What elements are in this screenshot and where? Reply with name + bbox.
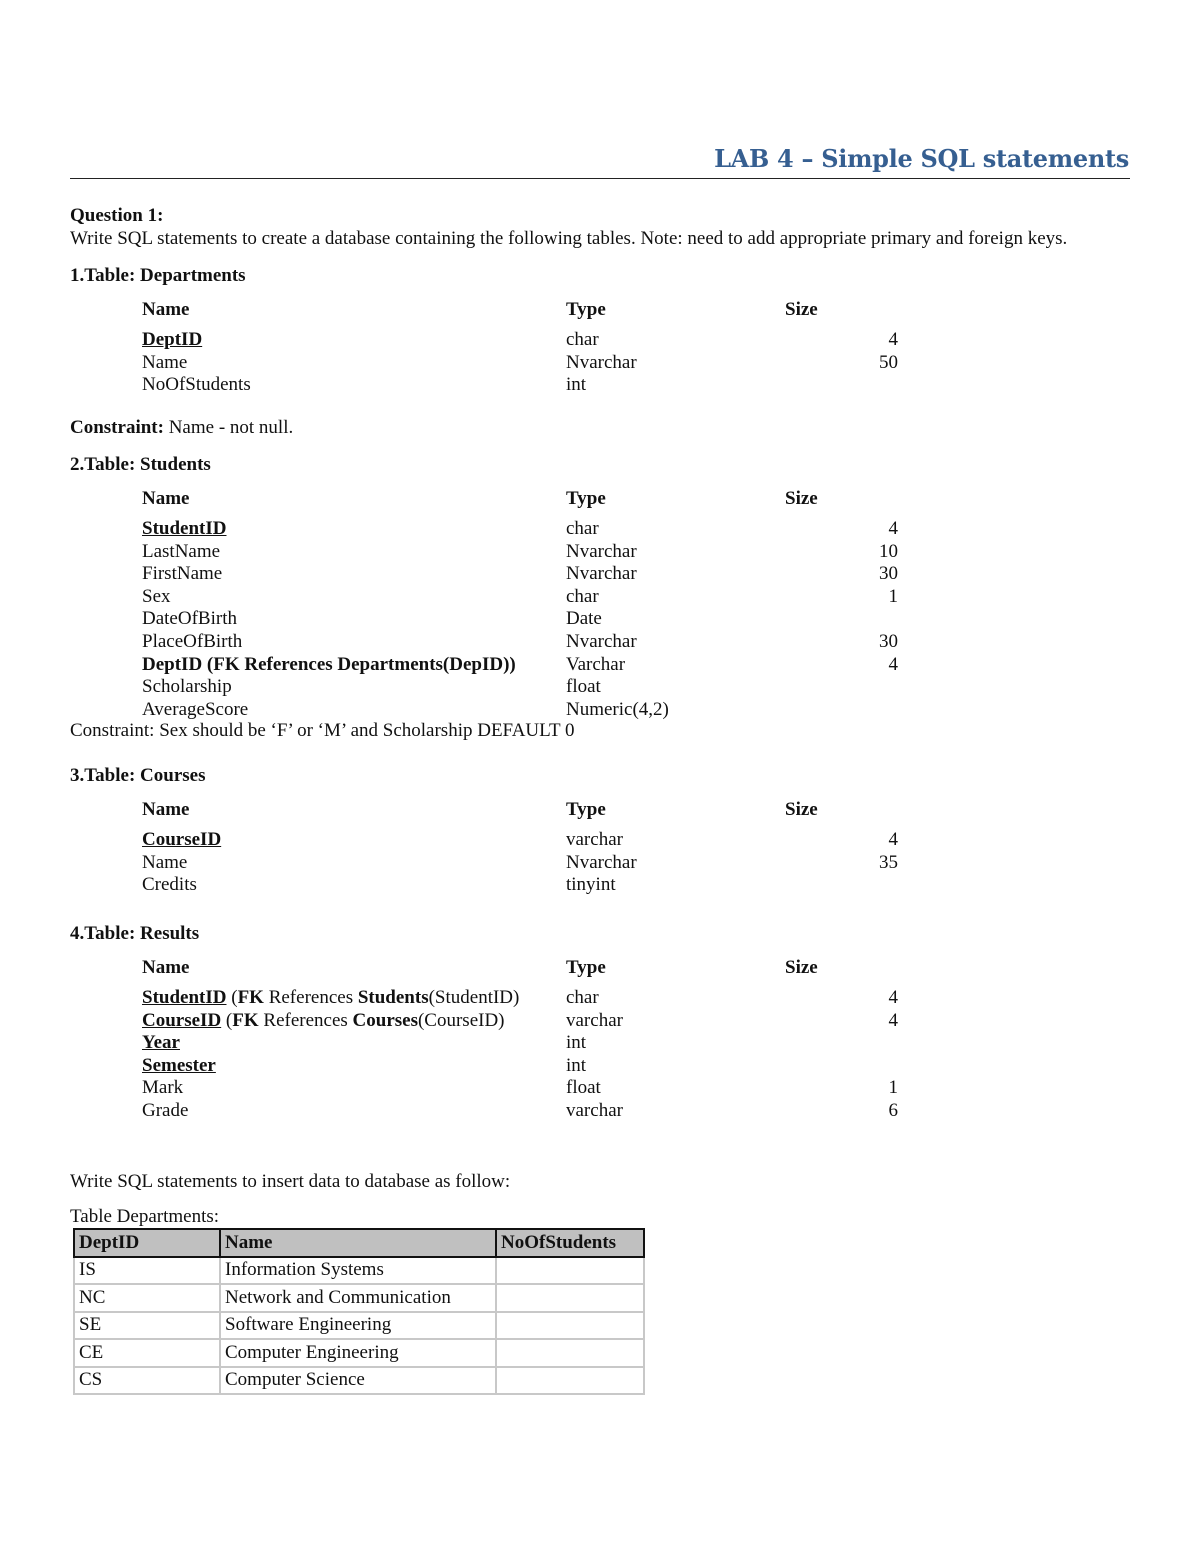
table-cell: SE bbox=[74, 1312, 220, 1340]
field-size: 4 bbox=[888, 829, 898, 850]
field-type: Date bbox=[566, 608, 602, 630]
field-size: 30 bbox=[879, 630, 898, 652]
field-name: Year bbox=[142, 1032, 180, 1054]
field-name: Grade bbox=[142, 1099, 189, 1121]
question-label: Question 1: bbox=[70, 205, 164, 226]
ref-column: (StudentID) bbox=[428, 987, 520, 1008]
field-type: Numeric(4,2) bbox=[566, 698, 669, 720]
page-title: LAB 4 – Simple SQL statements bbox=[714, 144, 1129, 173]
table-cell: NC bbox=[74, 1284, 220, 1312]
field-name bbox=[142, 1010, 505, 1033]
table-header-row bbox=[74, 1229, 644, 1257]
table-row bbox=[74, 1257, 644, 1285]
field-type: float bbox=[566, 676, 601, 698]
table-cell bbox=[496, 1339, 644, 1367]
field-type: int bbox=[566, 374, 587, 396]
field-name: Mark bbox=[142, 1077, 184, 1099]
constraint-label: Constraint: bbox=[70, 417, 164, 438]
table-cell bbox=[496, 1257, 644, 1285]
references-text: References bbox=[263, 987, 358, 1008]
field-size: 4 bbox=[888, 329, 898, 350]
pk-name: CourseID bbox=[142, 1009, 222, 1031]
field-type: Nvarchar bbox=[566, 851, 637, 873]
col-name-header: Name bbox=[142, 799, 190, 820]
title-rule bbox=[70, 178, 1130, 179]
column-header: NoOfStudents bbox=[496, 1229, 644, 1257]
col-type-header: Type bbox=[566, 488, 606, 509]
table-row bbox=[74, 1284, 644, 1312]
pk-name: StudentID bbox=[142, 987, 227, 1008]
field-name: Semester bbox=[142, 1054, 216, 1076]
field-name: PlaceOfBirth bbox=[142, 630, 243, 652]
col-size-header: Size bbox=[785, 299, 818, 320]
field-type: char bbox=[566, 585, 599, 607]
field-type: Varchar bbox=[566, 653, 626, 675]
table-cell: Computer Science bbox=[220, 1367, 496, 1395]
field-size: 4 bbox=[888, 987, 898, 1008]
ref-table: Courses bbox=[352, 1009, 418, 1031]
field-name: CourseID bbox=[142, 829, 222, 850]
ref-table: Students bbox=[357, 987, 429, 1008]
field-name bbox=[142, 987, 519, 1010]
col-size-header: Size bbox=[785, 488, 818, 509]
table-cell: CE bbox=[74, 1339, 220, 1367]
column-header: Name bbox=[220, 1229, 496, 1257]
field-size: 4 bbox=[888, 1009, 898, 1031]
table-row bbox=[74, 1312, 644, 1340]
table-cell: Computer Engineering bbox=[220, 1339, 496, 1367]
table-row bbox=[74, 1367, 644, 1395]
field-type: int bbox=[566, 1032, 587, 1054]
field-type: Nvarchar bbox=[566, 563, 637, 585]
references-text: References bbox=[258, 1009, 353, 1031]
col-type-header: Type bbox=[566, 299, 606, 320]
field-name: DateOfBirth bbox=[142, 608, 237, 630]
constraint-text: Name - not null. bbox=[163, 417, 294, 438]
table-row bbox=[74, 1339, 644, 1367]
results-heading: 4.Table: Results bbox=[70, 923, 200, 944]
field-type: Nvarchar bbox=[566, 630, 637, 652]
field-type: char bbox=[566, 987, 599, 1008]
field-name: StudentID bbox=[142, 518, 227, 539]
field-size: 35 bbox=[879, 851, 898, 873]
students-constraint: Constraint: Sex should be ‘F’ or ‘M’ and Scholarship DEFAULT 0 bbox=[70, 720, 575, 741]
col-type-header: Type bbox=[566, 957, 606, 978]
table-cell: Network and Communication bbox=[220, 1284, 496, 1312]
table-cell bbox=[496, 1312, 644, 1340]
field-type: Nvarchar bbox=[566, 351, 637, 373]
field-type: tinyint bbox=[566, 874, 616, 896]
ref-column: (CourseID) bbox=[417, 1009, 505, 1031]
field-size: 4 bbox=[888, 653, 898, 675]
table-cell: Software Engineering bbox=[220, 1312, 496, 1340]
field-name: DeptID (FK References Departments(DepID)) bbox=[142, 653, 516, 675]
field-size: 1 bbox=[888, 1077, 898, 1099]
field-name: Name bbox=[142, 351, 188, 373]
data-table-label: Table Departments: bbox=[70, 1206, 220, 1227]
field-type: float bbox=[566, 1077, 601, 1099]
col-name-header: Name bbox=[142, 957, 190, 978]
field-name: Sex bbox=[142, 585, 171, 607]
departments-heading: 1.Table: Departments bbox=[70, 265, 246, 286]
students-heading: 2.Table: Students bbox=[70, 454, 211, 475]
fk-label: FK bbox=[232, 1009, 259, 1031]
insert-instructions: Write SQL statements to insert data to database as follow: bbox=[70, 1171, 511, 1192]
field-name: AverageScore bbox=[142, 698, 249, 720]
courses-heading: 3.Table: Courses bbox=[70, 765, 206, 786]
field-type: int bbox=[566, 1054, 587, 1076]
field-size: 30 bbox=[879, 563, 898, 585]
col-name-header: Name bbox=[142, 488, 190, 509]
table-cell bbox=[496, 1367, 644, 1395]
field-type: varchar bbox=[566, 1099, 623, 1121]
col-name-header: Name bbox=[142, 299, 190, 320]
paren-open: ( bbox=[221, 1009, 233, 1031]
field-size: 6 bbox=[888, 1099, 898, 1121]
col-size-header: Size bbox=[785, 957, 818, 978]
field-type: char bbox=[566, 518, 599, 539]
field-type: varchar bbox=[566, 1009, 623, 1031]
field-type: char bbox=[566, 329, 599, 350]
field-size: 1 bbox=[888, 585, 898, 607]
departments-constraint bbox=[70, 417, 293, 439]
field-size: 10 bbox=[879, 540, 898, 562]
field-name: Scholarship bbox=[142, 676, 232, 698]
col-type-header: Type bbox=[566, 799, 606, 820]
table-cell: CS bbox=[74, 1367, 220, 1395]
field-name: DeptID bbox=[142, 329, 203, 350]
table-cell bbox=[496, 1284, 644, 1312]
field-name: NoOfStudents bbox=[142, 374, 251, 396]
field-size: 4 bbox=[888, 518, 898, 539]
departments-data-table bbox=[73, 1228, 645, 1395]
paren-open: ( bbox=[226, 987, 238, 1008]
field-name: LastName bbox=[142, 540, 221, 562]
field-type: varchar bbox=[566, 829, 623, 850]
column-header: DeptID bbox=[74, 1229, 220, 1257]
field-name: Name bbox=[142, 851, 188, 873]
field-type: Nvarchar bbox=[566, 540, 637, 562]
table-cell: IS bbox=[74, 1257, 220, 1285]
question-text: Write SQL statements to create a database containing the following tables. Note: need to add appropriate primary and foreign keys. bbox=[70, 228, 1068, 249]
fk-label: FK bbox=[237, 987, 264, 1008]
field-size: 50 bbox=[879, 351, 898, 373]
field-name: FirstName bbox=[142, 563, 223, 585]
table-cell: Information Systems bbox=[220, 1257, 496, 1285]
field-name: Credits bbox=[142, 874, 197, 896]
col-size-header: Size bbox=[785, 799, 818, 820]
